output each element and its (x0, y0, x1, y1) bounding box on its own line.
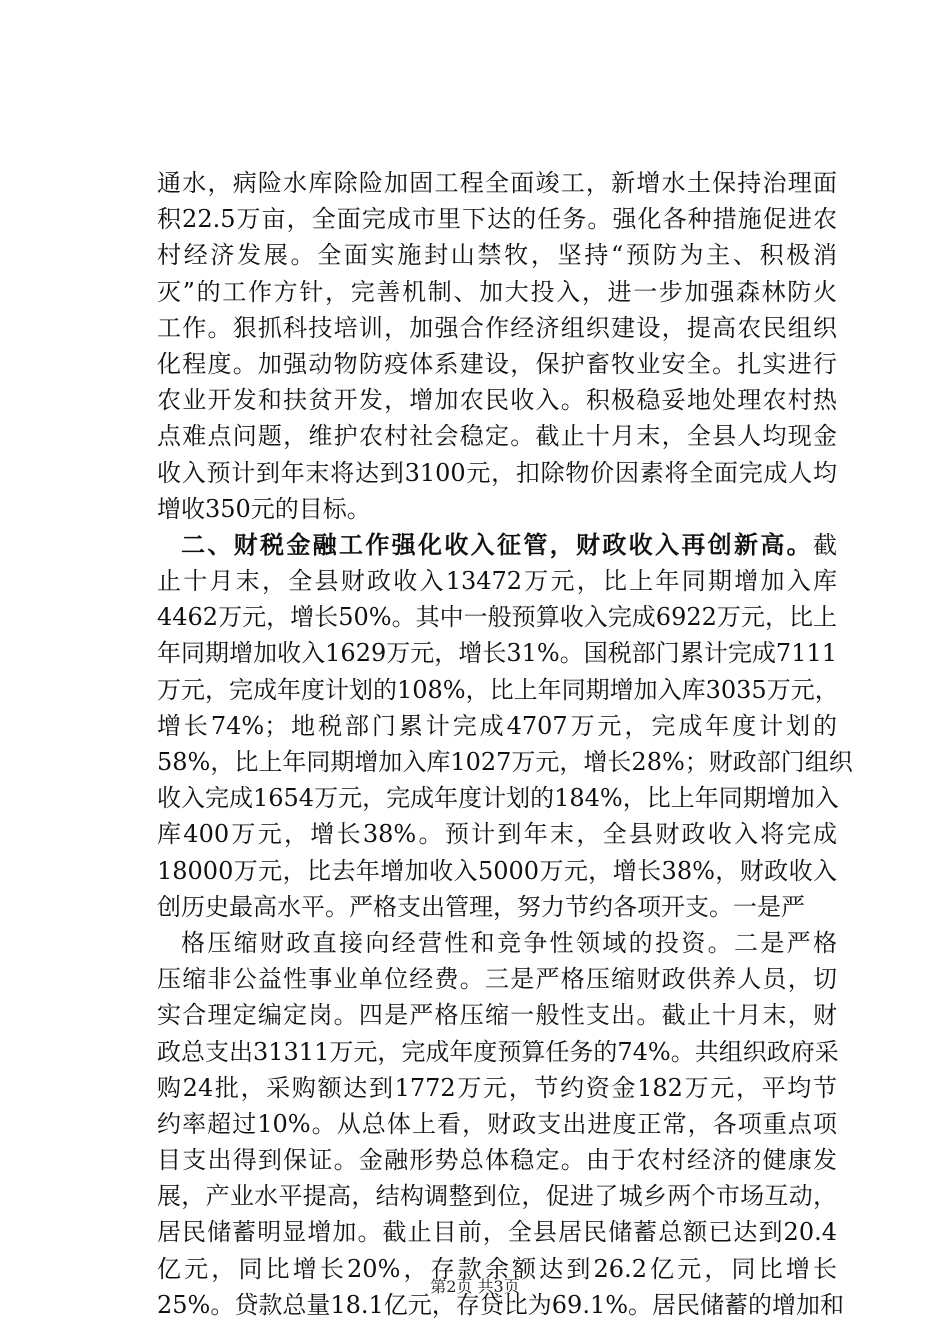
paragraph-1 (157, 165, 837, 527)
text-line: 目支出得到保证。金融形势总体稳定。由于农村经济的健康发 (157, 1146, 837, 1175)
text-line: 化程度。加强动物防疫体系建设，保护畜牧业安全。扎实进行 (157, 349, 837, 378)
text-line: 库400万元，增长38%。预计到年末，全县财政收入将完成 (157, 820, 837, 849)
text-line: 村经济发展。全面实施封山禁牧，坚持“预防为主、积极消 (157, 241, 837, 270)
text-line: 25%。贷款总量18.1亿元，存贷比为69.1%。居民储蓄的增加和 (157, 1290, 845, 1319)
text-line: 农业开发和扶贫开发，增加农民收入。积极稳妥地处理农村热 (157, 386, 837, 415)
page-number-label: 第2页 共3页 (430, 1277, 520, 1296)
text-line: 压缩非公益性事业单位经费。三是严格压缩财政供养人员，切 (157, 965, 837, 994)
text-line: 购24批，采购额达到1772万元，节约资金182万元，平均节 (157, 1073, 837, 1102)
heading-line-tail: 截 (813, 530, 837, 559)
paragraph-3 (157, 925, 845, 1323)
text-line: 增长74%；地税部门累计完成4707万元，完成年度计划的 (157, 711, 837, 740)
text-line: 实合理定编定岗。四是严格压缩一般性支出。截止十月末，财 (157, 1001, 837, 1030)
text-line: 通水，病险水库除险加固工程全面竣工，新增水土保持治理面 (157, 169, 837, 197)
text-line: 约率超过10%。从总体上看，财政支出进度正常，各项重点项 (157, 1109, 837, 1138)
text-line: 亿元，同比增长20%，存款余额达到26.2亿元，同比增长 (157, 1254, 837, 1283)
text-line: 工作。狠抓科技培训，加强合作经济组织建设，提高农民组织 (157, 313, 837, 342)
text-line: 展，产业水平提高，结构调整到位，促进了城乡两个市场互动， (157, 1182, 837, 1211)
text-line: 点难点问题，维护农村社会稳定。截止十月末，全县人均现金 (157, 422, 837, 451)
text-line: 政总支出31311万元，完成年度预算任务的74%。共组织政府采 (157, 1037, 839, 1066)
text-line: 格压缩财政直接向经营性和竞争性领域的投资。二是严格 (181, 928, 837, 957)
text-line: 4462万元，增长50%。其中一般预算收入完成6922万元，比上 (157, 603, 837, 632)
body-text (157, 165, 853, 1323)
text-line: 收入预计到年末将达到3100元，扣除物价因素将全面完成人均 (157, 458, 837, 487)
text-line: 积22.5万亩，全面完成市里下达的任务。强化各种措施促进农 (157, 205, 837, 234)
text-line: 增收350元的目标。 (157, 494, 371, 523)
text-line: 止十月末，全县财政收入13472万元，比上年同期增加入库 (157, 567, 837, 596)
text-line: 年同期增加收入1629万元，增长31%。国税部门累计完成7111 (157, 639, 837, 668)
text-line: 万元，完成年度计划的108%，比上年同期增加入库3035万元， (157, 675, 839, 704)
section-heading: 二、财税金融工作强化收入征管，财政收入再创新高。 (181, 529, 813, 559)
text-line: 18000万元，比去年增加收入5000万元，增长38%，财政收入 (157, 856, 837, 885)
paragraph-heading-line (157, 527, 837, 563)
text-line: 创历史最高水平。严格支出管理，努力节约各项开支。一是严 (157, 892, 805, 921)
text-line: 收入完成1654万元，完成年度计划的184%，比上年同期增加入 (157, 784, 839, 813)
text-line: 居民储蓄明显增加。截止目前，全县居民储蓄总额已达到20.4 (157, 1218, 837, 1247)
page-footer (0, 1277, 950, 1297)
text-line: 58%，比上年同期增加入库1027万元，增长28%；财政部门组织 (157, 748, 853, 776)
text-line: 灭”的工作方针，完善机制、加大投入，进一步加强森林防火 (157, 277, 837, 306)
paragraph-2 (157, 527, 853, 925)
